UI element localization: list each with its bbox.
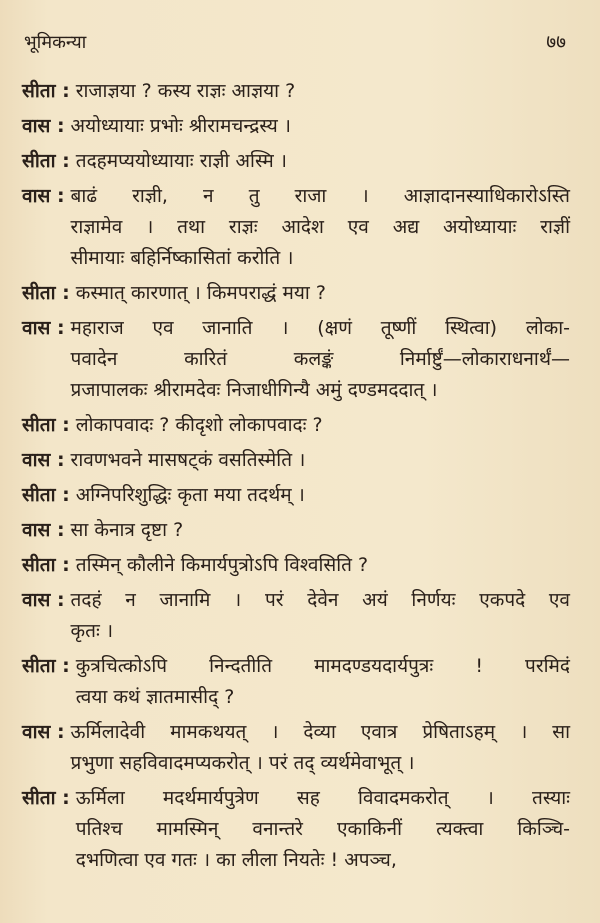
speech-line: तदहमप्ययोध्यायाः राज्ञी अस्मि ।: [75, 150, 287, 172]
speech-line: सीमायाः बहिर्निष्कासितां करोति ।: [70, 247, 294, 269]
speech-text: [71, 717, 570, 779]
speaker-name: सीता :: [22, 414, 70, 436]
speaker-name: सीता :: [22, 282, 70, 304]
speech-line: तस्मिन् कौलीने किमार्यपुत्रोऽपि विश्वसिति ?: [75, 554, 369, 576]
speech-text: [76, 278, 570, 309]
speech-line: पतिश्च मामस्मिन् वनान्तरे एकाकिनीं त्यक्त्वा किञ्चि-: [75, 818, 570, 840]
speech-line: ऊर्मिलादेवी मामकथयत् । देव्या एवात्र प्रेषिताऽहम् । सा: [70, 721, 570, 743]
dialogue-entry: [22, 651, 570, 713]
dialogue-entry: [22, 111, 570, 142]
speech-line: प्रभुणा सहविवादमप्यकरोत् । परं तद् व्यर्थमेवाभूत् ।: [70, 752, 415, 774]
speech-line: कृतः ।: [70, 620, 114, 642]
dialogue-entry: [22, 313, 570, 406]
dialogue-entry: [22, 410, 570, 441]
speech-text: [71, 585, 570, 647]
speech-line: रावणभवने मासषट्कं वसतिस्मेति ।: [70, 449, 306, 471]
speech-line: बाढं राज्ञी, न तु राजा । आज्ञादानस्याधिकारोऽस्ति: [70, 185, 570, 207]
speech-text: [76, 76, 570, 107]
dialogue-entry: [22, 76, 570, 107]
speech-line: कस्मात् कारणात् । किमपराद्धं मया ?: [75, 282, 326, 304]
dialogue-entry: [22, 585, 570, 647]
speech-line: कुत्रचित्कोऽपि निन्दतीति मामदण्डयदार्यपुत्रः ! परमिदं: [75, 655, 570, 677]
speech-line: दभणित्वा एव गतः । का लीला नियतेः ! अपञ्च,: [75, 849, 397, 871]
dialogue-entry: [22, 146, 570, 177]
speech-line: त्वया कथं ज्ञातमासीद् ?: [75, 686, 235, 708]
speech-line: राजाज्ञया ? कस्य राज्ञः आज्ञया ?: [75, 80, 296, 102]
speech-text: [71, 515, 570, 546]
speaker-name: सीता :: [22, 655, 70, 677]
speech-line: राज्ञामेव । तथा राज्ञः आदेश एव अद्य अयोध्यायाः राज्ञीं: [70, 216, 570, 238]
speaker-name: वास :: [22, 589, 65, 611]
dialogue-entry: [22, 550, 570, 581]
speech-line: तदहं न जानामि । परं देवेन अयं निर्णयः एकपदे एव: [70, 589, 570, 611]
dialogue-entry: [22, 278, 570, 309]
speech-line: अग्निपरिशुद्धिः कृता मया तदर्थम् ।: [75, 484, 305, 506]
running-head: [24, 28, 570, 54]
speech-line: प्रजापालकः श्रीरामदेवः निजाधीगिन्यै अमुं दण्डमददात् ।: [70, 379, 438, 401]
speaker-name: वास :: [22, 185, 65, 207]
speech-line: सा केनात्र दृष्टा ?: [70, 519, 184, 541]
speech-line: ऊर्मिला मदर्थमार्यपुत्रेण सह विवादमकरोत् । तस्याः: [75, 787, 570, 809]
dialogue-entry: [22, 480, 570, 511]
speech-text: [76, 146, 570, 177]
speech-line: महाराज एव जानाति । (क्षणं तूष्णीं स्थित्वा) लोका-: [70, 317, 570, 339]
speaker-name: वास :: [22, 519, 65, 541]
running-title: भूमिकन्या: [24, 32, 87, 53]
dialogue: [22, 76, 570, 876]
speaker-name: सीता :: [22, 80, 70, 102]
speech-text: [76, 651, 570, 713]
speaker-name: सीता :: [22, 484, 70, 506]
speech-line: पवादेन कारितं कलङ्कं निर्मार्ष्टुं—लोकाराधनार्थं—: [70, 348, 570, 370]
dialogue-entry: [22, 181, 570, 274]
speaker-name: वास :: [22, 317, 65, 339]
speech-text: [71, 445, 570, 476]
dialogue-entry: [22, 783, 570, 876]
dialogue-entry: [22, 445, 570, 476]
dialogue-entry: [22, 515, 570, 546]
speaker-name: सीता :: [22, 150, 70, 172]
speech-text: [71, 181, 570, 274]
speaker-name: सीता :: [22, 787, 70, 809]
speaker-name: वास :: [22, 449, 65, 471]
speaker-name: सीता :: [22, 554, 70, 576]
speech-line: लोकापवादः ? कीदृशो लोकापवादः ?: [75, 414, 323, 436]
speech-text: [76, 410, 570, 441]
speech-text: [76, 783, 570, 876]
speech-text: [71, 313, 570, 406]
speech-text: [76, 550, 570, 581]
speaker-name: वास :: [22, 721, 65, 743]
speech-text: [71, 111, 570, 142]
speech-text: [76, 480, 570, 511]
speaker-name: वास :: [22, 115, 65, 137]
page-number: ७७: [546, 31, 566, 53]
speech-line: अयोध्यायाः प्रभोः श्रीरामचन्द्रस्य ।: [70, 115, 291, 137]
dialogue-entry: [22, 717, 570, 779]
